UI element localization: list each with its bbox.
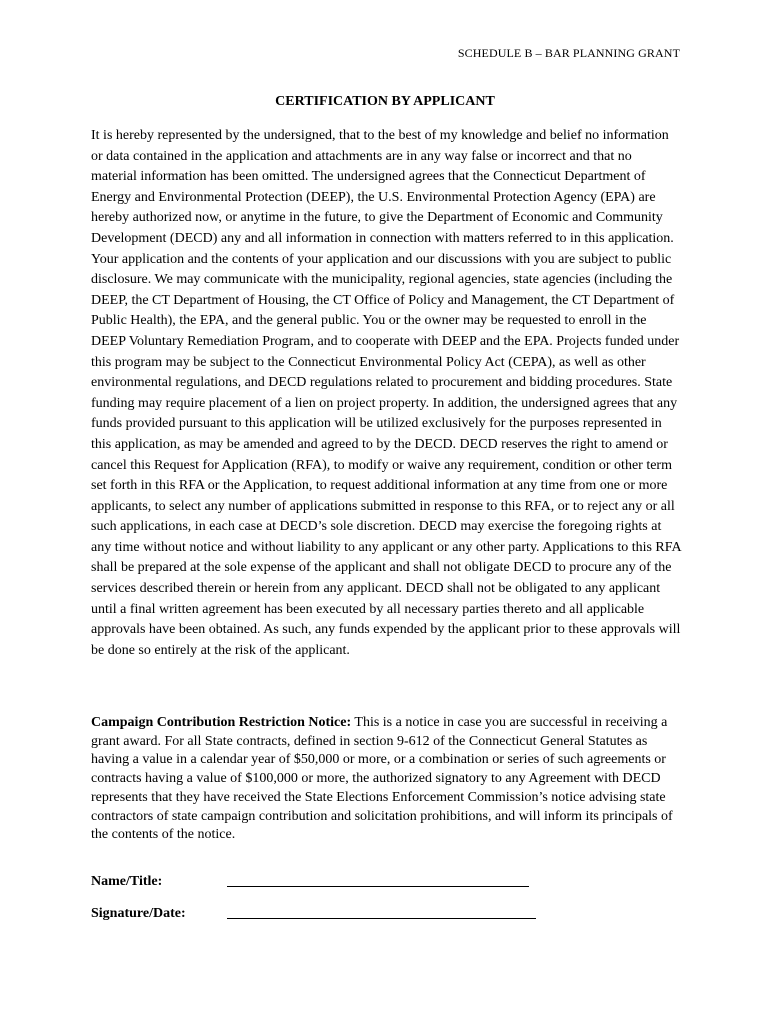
campaign-notice-heading: Campaign Contribution Restriction Notice: [91,715,352,730]
certification-title: CERTIFICATION BY APPLICANT [275,94,495,109]
signature-date-line[interactable] [227,918,536,919]
signature-date-row [91,906,536,922]
name-title-label: Name/Title: [91,874,163,889]
campaign-notice-text: This is a notice in case you are successful in receiving a grant award. For all State contracts, defined in section 9-612 of the Connecticut General Statutes as having a value in a calendar year of $50,000 or more, or a combination or series of such agreements or contracts having a value of $100,000 or more, the authorized signatory to any Agreement with DECD represents that they have received the State Elections Enforcement Commission’s notice advising state contractors of state campaign contribution and solicitation prohibitions, and will inform its principals of the contents of the notice. [91,715,673,843]
signature-date-label: Signature/Date: [91,906,186,921]
name-title-line[interactable] [227,886,529,887]
name-title-row [91,874,529,890]
certification-body: It is hereby represented by the undersigned, that to the best of my knowledge and belief no information or data contained in the application and attachments are in any way false or incorrect and that no material information has been omitted. The undersigned agrees that the Connecticut Department of Energy and Environmental Protection (DEEP), the U.S. Environmental Protection Agency (EPA) are hereby authorized now, or anytime in the future, to give the Department of Economic and Community Development (DECD) any and all information in connection with matters referred to in this application. Your application and the contents of your application and our discussions with you are subject to public disclosure. We may communicate with the municipality, regional agencies, state agencies (including the DEEP, the CT Department of Housing, the CT Office of Policy and Management, the CT Department of Public Health), the EPA, and the general public. You or the owner may be requested to enroll in the DEEP Voluntary Remediation Program, and to cooperate with DEEP and the EPA. Projects funded under this program may be subject to the Connecticut Environmental Policy Act (CEPA), as well as other environmental regulations, and DECD regulations related to procurement and bidding procedures. State funding may require placement of a lien on project property. In addition, the undersigned agrees that any funds provided pursuant to this application will be utilized exclusively for the purposes represented in this application, as may be amended and agreed to by the DECD. DECD reserves the right to amend or cancel this Request for Application (RFA), to modify or waive any requirement, condition or other term set forth in this RFA or the Application, to request additional information at any time from one or more applicants, to select any number of applications submitted in response to this RFA, or to reject any or all such applications, in each case at DECD’s sole discretion. DECD may exercise the foregoing rights at any time without notice and without liability to any applicant or any other party. Applications to this RFA shall be prepared at the sole expense of the applicant and shall not obligate DECD to procure any of the services described therein or herein from any applicant. DECD shall not be obligated to any applicant until a final written agreement has been executed by all necessary parties thereto and all applicable approvals have been obtained. As such, any funds expended by the applicant prior to these approvals will be done so entirely at the risk of the applicant. [91,128,681,658]
schedule-header: SCHEDULE B – BAR PLANNING GRANT [457,46,680,60]
campaign-notice [91,714,681,845]
